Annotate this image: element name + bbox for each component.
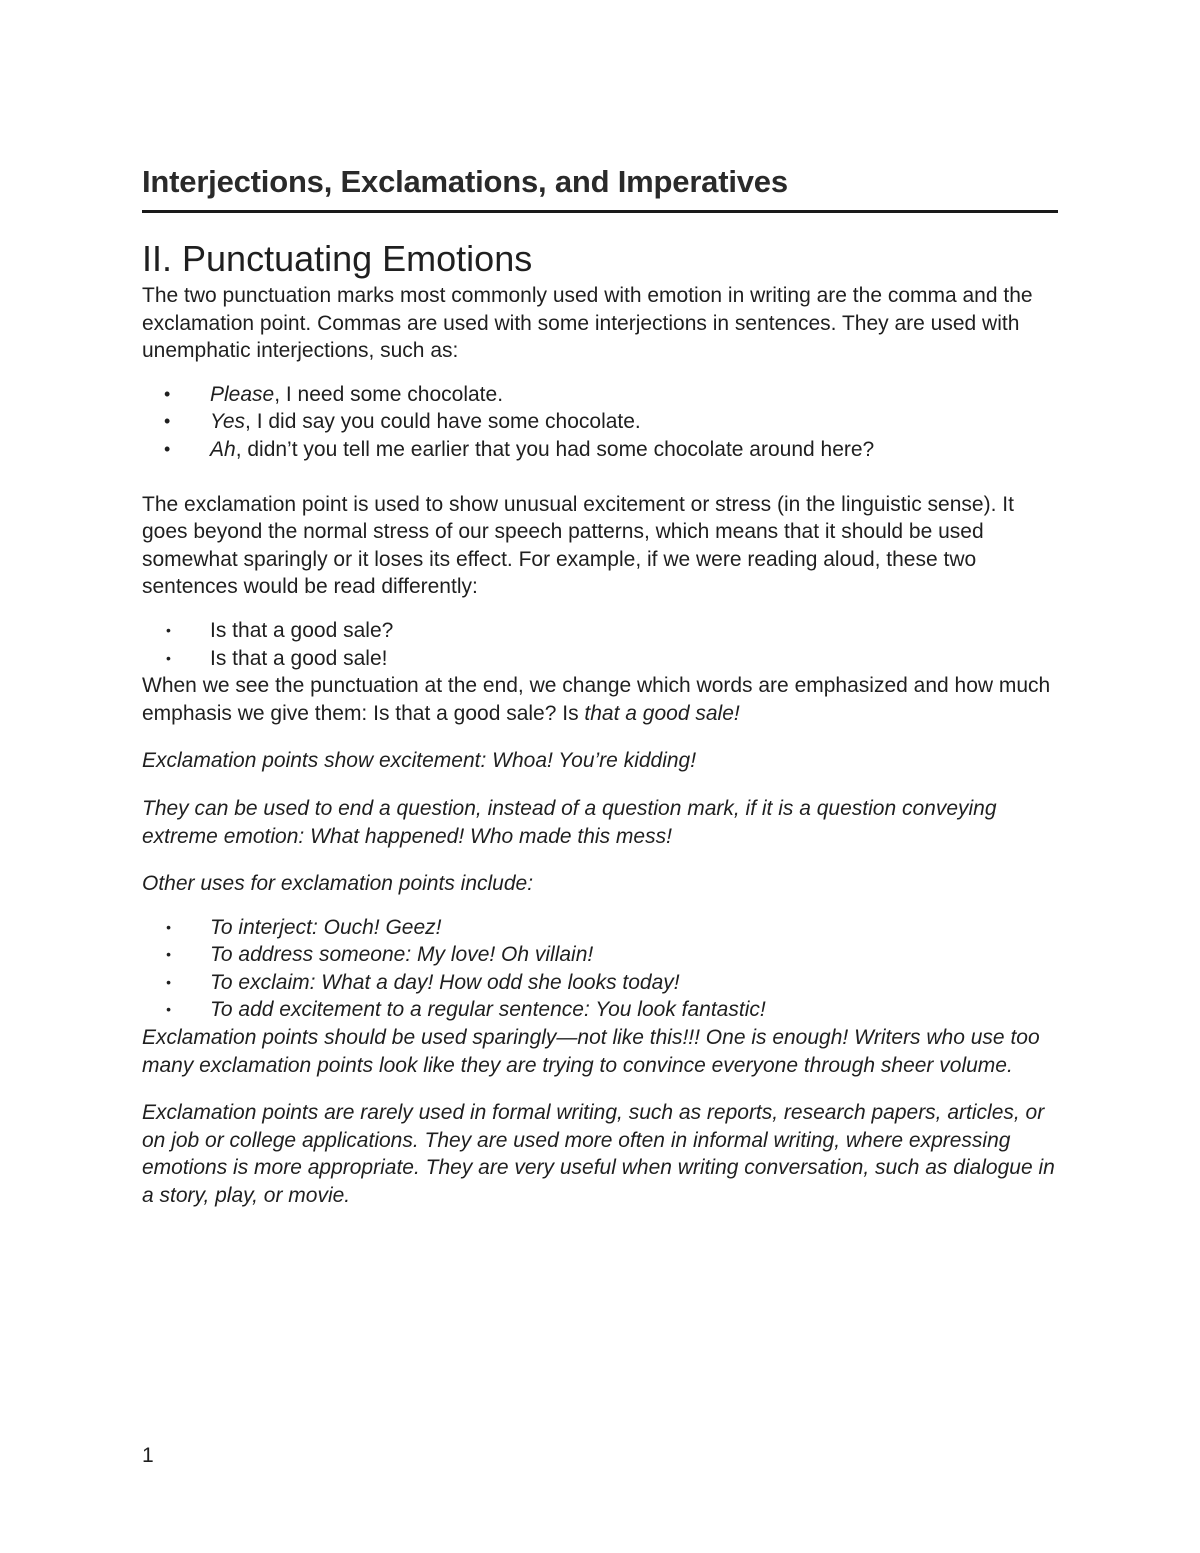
question-paragraph: They can be used to end a question, instead of a question mark, if it is a question conveying extreme emotion: What happened! Who made this mess! (142, 796, 997, 848)
use-text: To exclaim: What a day! How odd she looks today! (210, 970, 680, 994)
other-uses-intro: Other uses for exclamation points include: (142, 872, 534, 896)
bullet-icon: • (166, 973, 171, 990)
bullet-icon: • (166, 1001, 171, 1018)
list-item (142, 645, 1058, 673)
excitement-paragraph: Exclamation points show excitement: Whoa! You’re kidding! (142, 749, 697, 773)
sparingly-paragraph: Exclamation points should be used sparingly—not like this!!! One is enough! Writers who use too many exclamation points look like they are trying to convince everyone through sheer volume. (142, 1026, 1040, 1077)
interjection-word: Ah (210, 437, 236, 461)
list-item (142, 408, 1058, 436)
interjection-word: Yes (210, 410, 246, 434)
comma-examples-list (142, 381, 1058, 464)
document-title: Interjections, Exclamations, and Imperatives (142, 164, 788, 199)
interjection-word: Please (210, 382, 275, 406)
document-header (142, 162, 1058, 202)
use-text: To add excitement to a regular sentence: You look fantastic! (210, 998, 766, 1022)
example-text: , I did say you could have some chocolate. (245, 410, 641, 434)
emphasis-paragraph (142, 672, 1058, 727)
section-heading: II. Punctuating Emotions (142, 238, 533, 279)
formal-writing-paragraph: Exclamation points are rarely used in formal writing, such as reports, research papers, articles, or on job or college applications. They are used more often in informal writing, where expressing emotions is more appropriate. They are very useful when writing conversation, such as dialogue in a story, play, or movie. (142, 1101, 1055, 1208)
list-item (142, 914, 1058, 942)
sale-examples-list (142, 617, 1058, 672)
emphasis-example-italic: that a good sale! (584, 701, 740, 725)
exclamation-intro-paragraph: The exclamation point is used to show unusual excitement or stress (in the linguistic sense). It goes beyond the normal stress of our speech patterns, which means that it should be used somewhat sparingly or it loses its effect. For example, if we were reading aloud, these two sentences would be read differently: (142, 492, 1014, 599)
title-divider (142, 210, 1058, 213)
example-text: , didn’t you tell me earlier that you had some chocolate around here? (235, 437, 875, 461)
emphasis-example-question: Is that a good sale? (373, 701, 563, 725)
page-number: 1 (142, 1444, 154, 1467)
bullet-icon: • (166, 946, 171, 963)
emphasis-text: When we see the punctuation at the end, we change which words are emphasized and how much emphasis we give them: (142, 674, 1051, 725)
example-text: that a good sale! (226, 646, 388, 670)
bullet-icon: • (164, 411, 171, 432)
use-text: To address someone: My love! Oh villain! (210, 943, 594, 967)
example-text: , I need some chocolate. (274, 382, 504, 406)
bullet-icon: • (164, 438, 171, 459)
stressed-word: Is (210, 646, 227, 670)
section-punctuating-emotions (142, 236, 1058, 1210)
other-uses-list (142, 914, 1058, 1024)
bullet-icon: • (166, 918, 171, 935)
bullet-icon: • (164, 383, 171, 404)
intro-paragraph: The two punctuation marks most commonly used with emotion in writing are the comma and the exclamation point. Commas are used with some interjections in sentences. They are used with unemphatic interjections, such as: (142, 284, 1033, 363)
list-item (142, 941, 1058, 969)
use-text: To interject: Ouch! Geez! (210, 915, 442, 939)
list-item (142, 996, 1058, 1024)
stressed-word: Is (210, 618, 227, 642)
emphasis-example-plain: Is (562, 701, 585, 725)
bullet-icon: • (166, 649, 171, 666)
list-item (142, 969, 1058, 997)
example-text: that a good sale? (226, 618, 394, 642)
list-item (142, 436, 1058, 464)
list-item (142, 617, 1058, 645)
list-item (142, 381, 1058, 409)
bullet-icon: • (166, 621, 171, 638)
